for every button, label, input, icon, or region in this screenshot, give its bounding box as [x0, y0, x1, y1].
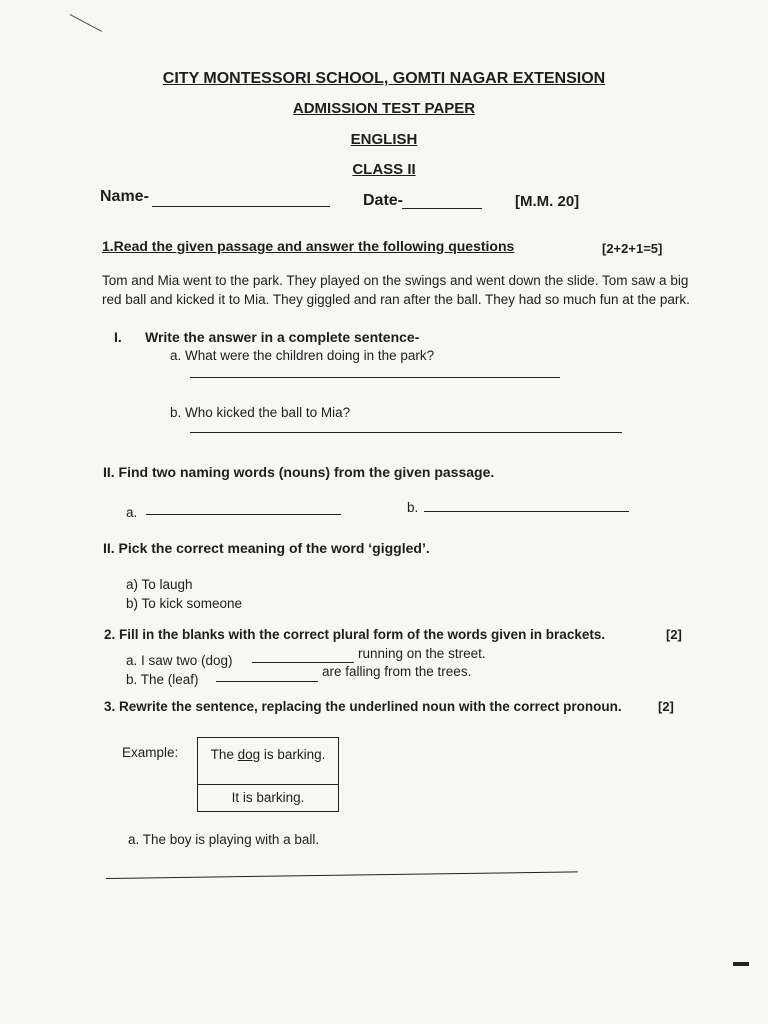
passage-line-1: Tom and Mia went to the park. They played on the swings and went down the slide. Tom saw a big — [102, 273, 689, 288]
example-text-start: The — [210, 747, 238, 762]
part2-title: II. Find two naming words (nouns) from the given passage. — [103, 464, 495, 480]
pen-mark — [70, 14, 102, 32]
q1-marks: [2+2+1=5] — [602, 241, 663, 256]
part1-question-b: b. Who kicked the ball to Mia? — [170, 405, 351, 420]
option-b: b) To kick someone — [126, 596, 243, 611]
school-name: CITY MONTESSORI SCHOOL, GOMTI NAGAR EXTENSION — [162, 70, 606, 87]
corner-mark — [733, 962, 749, 966]
part1-number: I. — [114, 329, 122, 345]
date-field-line[interactable] — [402, 208, 482, 209]
example-text-end: is barking. — [260, 747, 326, 762]
underlined-noun: dog — [237, 747, 261, 762]
max-marks: [M.M. 20] — [515, 193, 580, 210]
part2-label-b: b. — [407, 500, 419, 515]
q2-b-end: are falling from the trees. — [322, 664, 472, 679]
example-row-1 — [198, 738, 338, 785]
rewrite-answer-line[interactable] — [106, 871, 578, 879]
q2-marks: [2] — [666, 627, 682, 642]
part1-title: Write the answer in a complete sentence- — [145, 329, 420, 345]
noun-line-b[interactable] — [424, 511, 629, 512]
date-label: Date- — [363, 192, 404, 209]
part2-label-a: a. — [126, 505, 138, 520]
example-label: Example: — [122, 745, 179, 760]
q2-title: 2. Fill in the blanks with the correct plural form of the words given in brackets. — [104, 627, 606, 642]
paper-title: ADMISSION TEST PAPER — [292, 100, 476, 117]
noun-line-a[interactable] — [146, 514, 341, 515]
answer-line-b[interactable] — [190, 432, 622, 433]
q2-b-start: b. The (leaf) — [126, 672, 199, 687]
part1-question-a: a. What were the children doing in the park? — [170, 348, 435, 363]
q2-a-end: running on the street. — [358, 646, 486, 661]
q1-title: 1.Read the given passage and answer the following questions — [102, 238, 515, 254]
passage-line-2: red ball and kicked it to Mia. They giggled and ran after the ball. They had so much fun at the park. — [102, 292, 690, 307]
name-field-line[interactable] — [152, 206, 330, 207]
subject-title: ENGLISH — [350, 131, 418, 148]
option-a: a) To laugh — [126, 577, 193, 592]
answer-line-a[interactable] — [190, 377, 560, 378]
q3-sentence-a: a. The boy is playing with a ball. — [128, 832, 320, 847]
part3-title: II. Pick the correct meaning of the word ‘giggled’. — [103, 540, 430, 556]
name-label: Name- — [100, 188, 149, 205]
plural-blank-b[interactable] — [216, 681, 318, 682]
example-table — [197, 737, 339, 812]
class-title: CLASS II — [352, 161, 416, 178]
q2-a-start: a. I saw two (dog) — [126, 653, 233, 668]
q3-title: 3. Rewrite the sentence, replacing the underlined noun with the correct pronoun. — [104, 699, 622, 714]
q3-marks: [2] — [658, 699, 674, 714]
example-row-2: It is barking. — [231, 790, 305, 805]
